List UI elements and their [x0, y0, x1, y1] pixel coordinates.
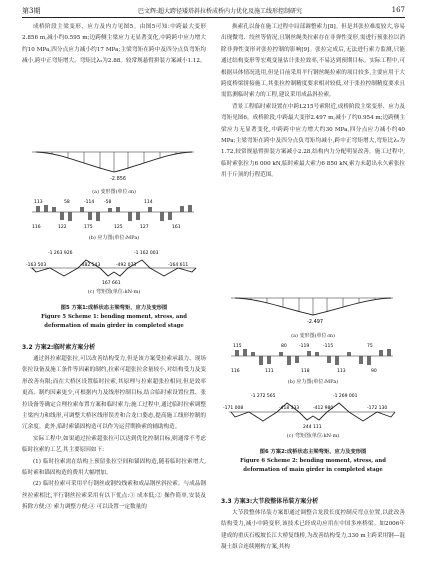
fig5-stress-label: 161 — [172, 225, 181, 230]
fig5-deflection-plot — [32, 152, 194, 182]
fig5-stress-label: 113 — [34, 200, 43, 205]
fig6-stress-label: 90 — [371, 369, 377, 374]
paragraph: (2) 临时拉索可采用平行钢丝或钢绞线索和成品钢丝斜拉索。与成品钢丝拉索相比,平行钢丝拉索采用有以下优点:① 成本低;② 操作简单,安装及拆除方便;③ 索力调整方便;④ 可以设置一定数量的 — [22, 481, 206, 511]
left-top-text — [22, 22, 206, 68]
fig5-moment-label: -1 162 003 — [134, 251, 159, 256]
fig6-moment-label: -172 130 — [367, 406, 388, 411]
fig6-defl-value: -2.497 — [307, 319, 324, 325]
fig6-moment-label: -171 008 — [223, 406, 244, 411]
fig5-moment-label: 167 661 — [102, 281, 121, 286]
fig6-stress-label: 113 — [337, 369, 346, 374]
fig6-stress-label: 111 — [265, 369, 274, 374]
fig5-caption-en-1: Figure 5 Scheme 1: bending moment, stress, and — [41, 314, 187, 320]
fig6-stress-label: 115 — [233, 344, 242, 349]
fig6-caption-en-1: Figure 6 Scheme 2: bending moment, stress, and — [240, 458, 386, 464]
paragraph: 换索孔以备在施工过程中局部调整索力[8]。但是其张拉难度较大,容易出现微弯、绞丝等情况,且钢丝绳类拉索存在非弹性变形,需进行预张拉以消除非弹性变形对张拉控制的影响[9]。张拉完成后,无法进行索力监测,只能通过结构变形等宏观变量估计张拉效率,不易达到预期目标。实际工程中,可根据具体情况选用,但是目前采用平行钢丝绳拉索的项目较多,主要应用于大跨度桥梁拼接施工,其张拉控制精度要求相对较低,对于张拉控制精度要求且需监测临时索力的工程,建议采用成品斜拉索。 — [221, 24, 405, 99]
fig5-moment-label: -164 611 — [168, 263, 189, 268]
fig6-stress-label: 118 — [301, 369, 310, 374]
fig6-stress-label: -119 — [299, 344, 310, 349]
figure-5 — [22, 146, 206, 330]
right-bottom-text — [221, 496, 405, 554]
fig6-moment-label: -412 980 — [313, 406, 334, 411]
fig6-sub-c: (c) 弯矩图(单位:kN·m) — [286, 433, 340, 439]
left-bottom-text — [22, 342, 206, 514]
paragraph: (1) 临时拉索需在结构上预留张拉空间和锚固构造,随着临时拉索增大,临时索和锚固构造的费用大幅增加。 — [22, 458, 206, 477]
running-title: 巴文辉:超大跨径矮塔斜拉桥成桥内力优化及施工线形控制研究 — [137, 8, 303, 15]
fig5-stress-label: 175 — [84, 225, 93, 230]
paragraph: 通过斜拉索超张拉,可以改善结构受力,但是该方案受拉索承载力、现场张拉设备及施工条件等因素的制约,拉索可超张拉余量较小,对结构受力及变形改善有限;而在大桥区设置临时拉索,其原理与拉索超张拉相同,但是效率更高、制约因素更少,可根据内力及线形控制目标,结合临时索设置位置、张拉设备等确定合理拉索布置方案和临时索力;施工过程中,通过临时拉索调整主梁内力和线形,可调整大桥区线形误差和合龙口姿态,提高施工线形控制的冗余度。此外,临时索锚固构造可以作为运营期换索的辅助构造。 — [22, 356, 206, 431]
figure-6 — [221, 292, 405, 474]
fig5-stress-label: 116 — [32, 225, 41, 230]
fig5-moment-label: -492 073 — [116, 263, 137, 268]
fig5-stress-label: 58 — [64, 200, 70, 205]
fig6-moment-label: -418 333 — [279, 406, 300, 411]
fig5-sub-c: (c) 弯矩图(单位:kN·m) — [87, 289, 141, 295]
fig5-stress-label: 127 — [140, 225, 149, 230]
fig5-moment-label: -482 543 — [80, 263, 101, 268]
paragraph: 实际工程中,如果通过拉索超张拉可以达到优化控制目标,则通常不考虑临时拉索的工艺,其主要原因如下: — [22, 435, 206, 454]
right-top-text — [221, 22, 405, 182]
fig6-moment-plot — [223, 393, 395, 430]
fig6-moment-label: 244 111 — [303, 425, 322, 430]
fig6-stress-label: 116 — [231, 369, 240, 374]
fig5-moment-label: -1 263 926 — [48, 251, 73, 256]
fig6-deflection-plot — [231, 298, 393, 325]
section-heading-3-3: 3.3 方案3:大节段整体吊装方案分析 — [221, 498, 319, 505]
paragraph: 成桥阶段主梁变形、应力及内力见图5。由图5可知:中跨最大变形2.856 m,减小约0.595 m;边跨侧主梁应力无显著变化,中跨跨中应力增大约10 MPa,四分点应力减小约17 MPa;主梁弯矩在跨中及四分点负弯矩均减小,跨中正弯矩增大。弯矩比λ₂为2.88。较常规悬臂拼装方案减小1.12。 — [22, 24, 206, 65]
fig5-sub-b: (b) 应力图(单位:MPa) — [88, 235, 140, 241]
fig6-moment-label: -1 272 565 — [251, 394, 276, 399]
paragraph: 大节段整体吊装方案即通过调整合龙段长度控制反弯点位置,以此改善结构受力,减小中跨变形,该技术已经成功应用在中国多座桥梁。如2006年建成的重庆石板坡长江大桥复线桥,为改善结构受力,330 m主跨采用钢—混凝土组合连续刚构方案,其构 — [221, 510, 405, 551]
fig6-sub-b: (b) 应力图(单位:MPa) — [287, 379, 339, 385]
fig5-caption-cn: 图5 方案1:成桥状态主梁弯矩、应力及变形图 — [60, 305, 168, 311]
fig5-stress-plot — [32, 199, 194, 230]
fig6-moment-label: -1 269 001 — [333, 394, 358, 399]
fig5-stress-label: -58 — [104, 200, 112, 205]
fig6-sub-a: (a) 变形图(单位:m) — [291, 333, 335, 339]
page-number: 167 — [391, 6, 405, 14]
fig5-defl-value: -2.856 — [110, 176, 127, 182]
fig5-stress-label: -114 — [84, 200, 95, 205]
fig6-stress-label: 80 — [281, 344, 287, 349]
fig5-moment-plot — [26, 250, 196, 286]
fig6-stress-label: 75 — [367, 344, 373, 349]
paragraph: 背景工程临时索设置在中跨L215号索附近,成桥阶段主梁变形、应力及弯矩见图6。成桥阶段,中跨最大变形2.497 m,减小了约0.954 m;边跨侧主梁应力无显著变化,中跨跨中应力增大约30 MPa,四分点应力减小约40 MPa;主梁弯矩在跨中及四分点负弯矩均减小,跨中正弯矩增大,弯矩比λ₂为1.72,较常规悬臂拼装方案减小2.28,结构内力分配明显改善。施工过程中,临时索张拉力6 000 kN,临时索最大索力6 850 kN,索力未超出永久索张拉用于斤顶的行程范围。 — [221, 103, 405, 179]
fig6-stress-label: -115 — [323, 344, 334, 349]
fig5-sub-a: (a) 变形图(单位:m) — [92, 189, 136, 195]
fig5-stress-label: 125 — [114, 225, 123, 230]
section-heading-3-2: 3.2 方案2:临时索方案分析 — [22, 344, 96, 351]
issue-number: 第3期 — [22, 7, 41, 15]
fig6-stress-plot — [231, 343, 393, 374]
header-rule — [22, 17, 405, 18]
fig6-caption-cn: 图6 方案2:成桥状态主梁弯矩、应力及变形图 — [259, 449, 367, 455]
fig5-moment-label: -163 503 — [26, 263, 47, 268]
fig5-stress-label: 114 — [144, 200, 153, 205]
fig6-caption-en-2: deformation of main girder in completed stage — [243, 466, 383, 473]
fig5-caption-en-2: deformation of main girder in completed stage — [44, 322, 184, 329]
fig5-stress-label: 122 — [58, 225, 67, 230]
